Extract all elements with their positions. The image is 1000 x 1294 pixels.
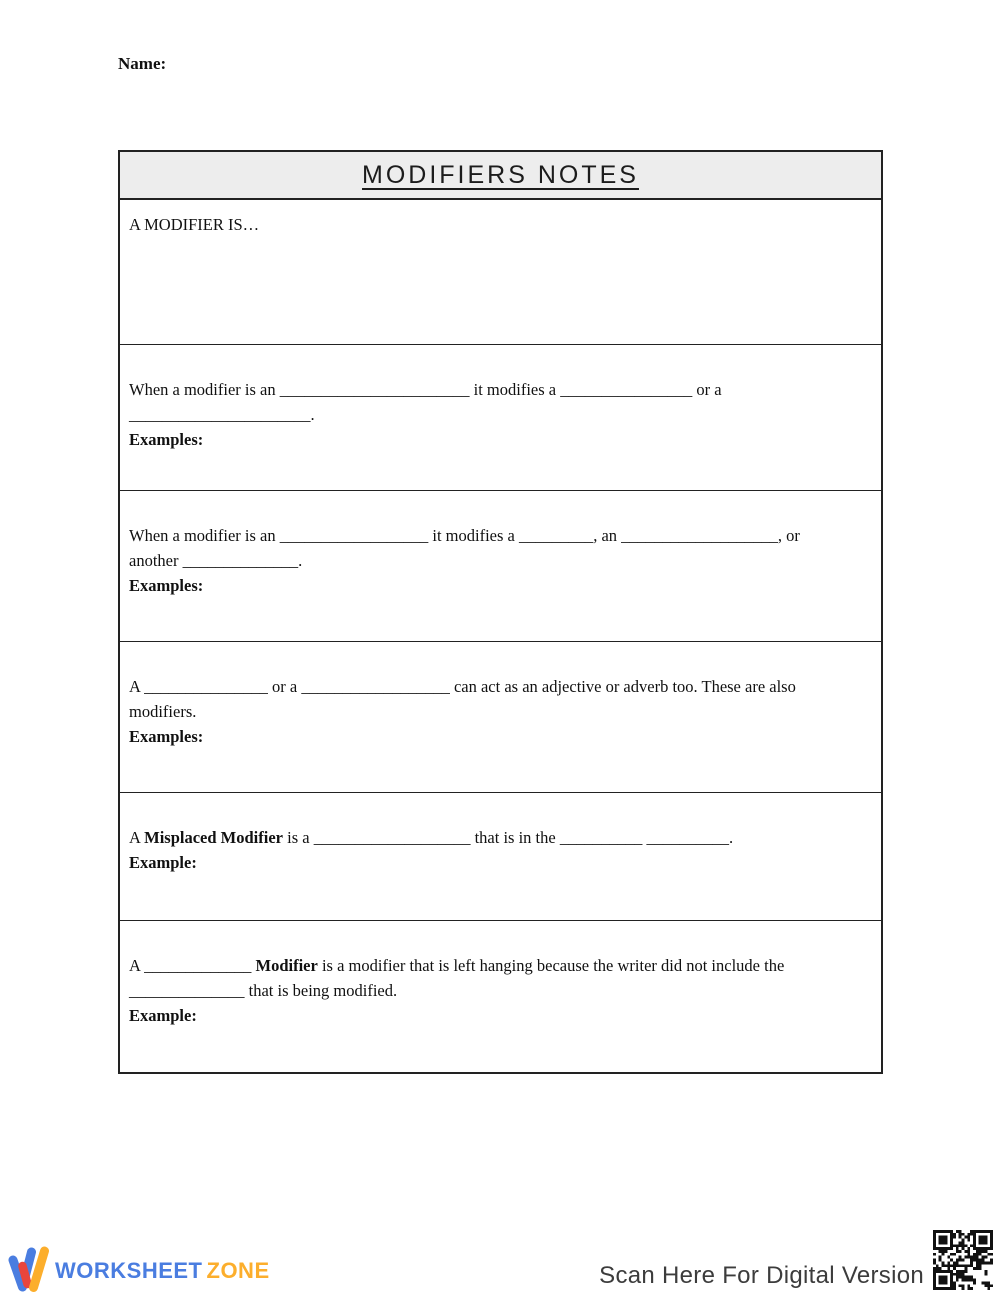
text-run: modifiers.: [129, 702, 197, 721]
row-line: [129, 1003, 872, 1028]
text-run: A _______________ or a __________________ can act as an adjective or adverb too. These are also: [129, 677, 796, 696]
row-line: [129, 953, 872, 978]
table-row-adjective-modifier: [120, 345, 881, 491]
modifier-term: Modifier: [255, 956, 318, 975]
row-line: [129, 523, 872, 548]
table-header: [120, 152, 881, 200]
table-row-dangling-modifier: [120, 921, 881, 1072]
blank-line: ______________________.: [129, 405, 315, 424]
text-run: When a modifier is an _______________________ it modifies a ________________ or a: [129, 380, 722, 399]
text-run: When a modifier is an __________________ it modifies a _________, an ___________________, or: [129, 526, 800, 545]
worksheetzone-logo-icon: [8, 1243, 52, 1294]
table-row-misplaced-modifier: [120, 793, 881, 921]
row-line: [129, 212, 872, 237]
text-run: another ______________.: [129, 551, 303, 570]
qr-code: [933, 1230, 993, 1290]
row-line: [129, 850, 872, 875]
example-label: Example:: [129, 853, 197, 872]
text-run: is a modifier that is left hanging because the writer did not include the: [317, 956, 785, 975]
row-line: [129, 402, 872, 427]
table-row-adverb-modifier: [120, 491, 881, 642]
table-row-definition: [120, 200, 881, 345]
scan-here-text: Scan Here For Digital Version: [599, 1262, 924, 1289]
row-line: [129, 573, 872, 598]
table-row-phrase-clause: [120, 642, 881, 793]
page-footer: [0, 1225, 1000, 1294]
brand-name: [55, 1258, 270, 1284]
text-run: A _____________: [129, 956, 256, 975]
row-line: [129, 674, 872, 699]
name-label: Name:: [118, 54, 167, 73]
row-line: [129, 825, 872, 850]
worksheet-table: [118, 150, 883, 1074]
row-line: [129, 978, 872, 1003]
examples-label: Examples:: [129, 727, 204, 746]
row-line: [129, 548, 872, 573]
row-line: [129, 377, 872, 402]
worksheetzone-logo: [8, 1243, 52, 1294]
text-run: is a ___________________ that is in the __________ __________.: [283, 828, 734, 847]
row-line: [129, 699, 872, 724]
row-line: [129, 724, 872, 749]
row-line: [129, 427, 872, 452]
brand-zone: ZONE: [206, 1258, 270, 1283]
table-title: MODIFIERS NOTES: [362, 160, 639, 189]
example-label: Example:: [129, 1006, 197, 1025]
examples-label: Examples:: [129, 430, 204, 449]
misplaced-modifier-term: Misplaced Modifier: [144, 828, 283, 847]
brand-worksheet: WORKSHEET: [55, 1258, 203, 1283]
text-run: A MODIFIER IS…: [129, 215, 260, 234]
examples-label: Examples:: [129, 576, 204, 595]
text-run: ______________ that is being modified.: [129, 981, 398, 1000]
text-run: A: [129, 828, 145, 847]
